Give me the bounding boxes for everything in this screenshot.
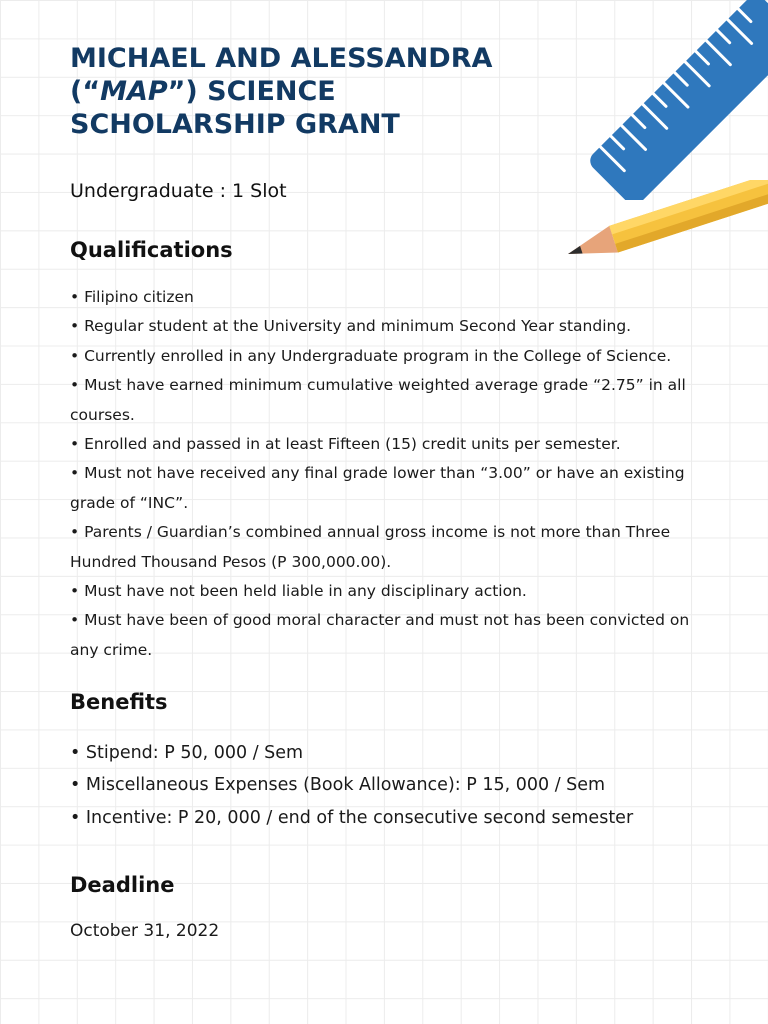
- deadline-date: October 31, 2022: [70, 921, 220, 941]
- page-title: [70, 42, 550, 141]
- benefit-item: • Incentive: P 20, 000 / end of the consecutive second semester: [70, 807, 634, 828]
- ruler-icon: [560, 0, 768, 200]
- pencil-icon: [560, 180, 768, 265]
- qualification-item: • Currently enrolled in any Undergraduate program in the College of Science.: [70, 346, 672, 365]
- title-close-paren: ”) SCIENCE: [167, 76, 336, 107]
- qualification-item: • Must have been of good moral character and must not has been convicted on any crime.: [70, 611, 690, 659]
- qualification-item: • Regular student at the University and minimum Second Year standing.: [70, 317, 632, 336]
- qualification-item: • Must not have received any final grade lower than “3.00” or have an existing grade of “INC”.: [70, 464, 685, 512]
- qualification-item: • Must have not been held liable in any disciplinary action.: [70, 582, 527, 601]
- qualifications-list: [70, 283, 710, 665]
- title-line-2: [70, 75, 550, 108]
- title-line-3: SCHOLARSHIP GRANT: [70, 109, 400, 140]
- qualification-item: • Must have earned minimum cumulative weighted average grade “2.75” in all courses.: [70, 376, 686, 424]
- title-open-paren: (“: [70, 76, 101, 107]
- title-map-acronym: MAP: [100, 76, 168, 107]
- benefit-item: • Stipend: P 50, 000 / Sem: [70, 743, 304, 763]
- slot-info: Undergraduate : 1 Slot: [70, 180, 287, 202]
- deadline-heading: Deadline: [70, 873, 175, 897]
- title-line-1: MICHAEL AND ALESSANDRA: [70, 43, 493, 74]
- benefits-heading: Benefits: [70, 690, 168, 714]
- qualification-item: • Parents / Guardian’s combined annual gross income is not more than Three Hundred Thousand Pesos (P 300,000.00).: [70, 523, 671, 571]
- qualification-item: • Filipino citizen: [70, 288, 194, 306]
- benefit-item: • Miscellaneous Expenses (Book Allowance): P 15, 000 / Sem: [70, 775, 606, 796]
- qualifications-heading: Qualifications: [70, 238, 233, 262]
- qualification-item: • Enrolled and passed in at least Fifteen (15) credit units per semester.: [70, 435, 621, 454]
- benefits-list: [70, 737, 730, 834]
